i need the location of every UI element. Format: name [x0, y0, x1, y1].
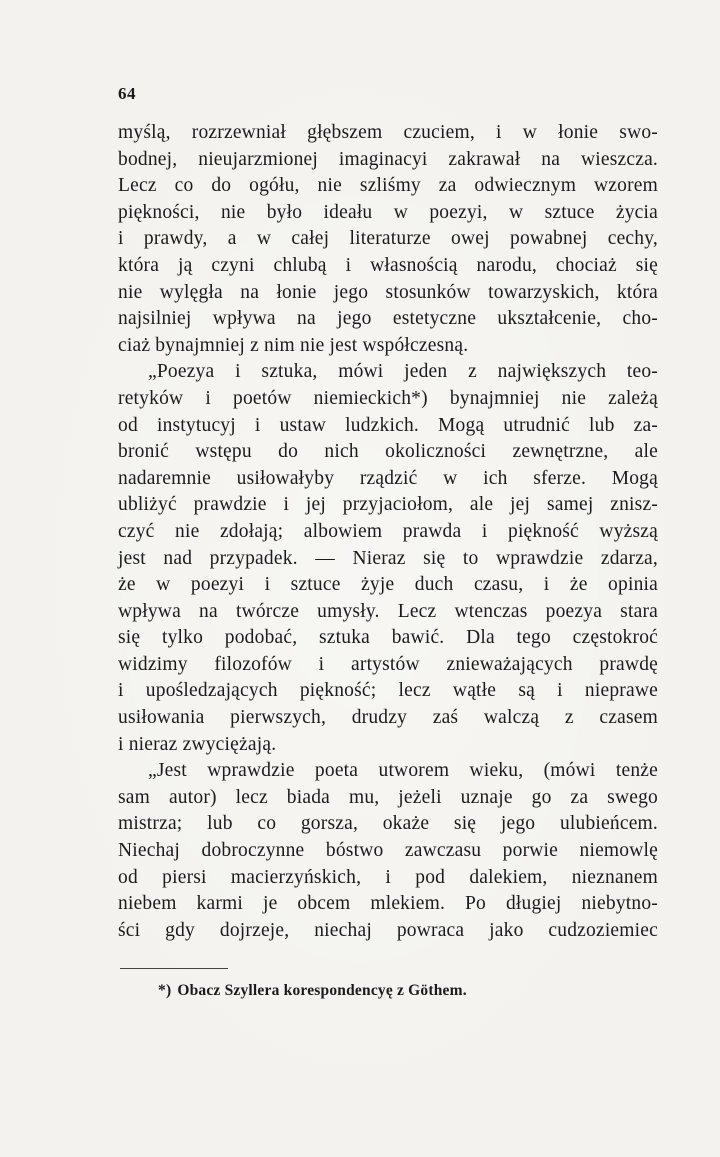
text-line: nadaremnie usiłowałyby rządzić w ich sferze. Mogą	[118, 467, 658, 489]
paragraph-start-line: „Poezya i sztuka, mówi jeden z największych teo-	[148, 361, 658, 383]
text-line: i prawdy, a w całej literaturze owej powabnej cechy,	[118, 228, 658, 250]
text-line: widzimy filozofów i artystów znieważających prawdę	[118, 653, 658, 675]
text-line: retyków i poetów niemieckich*) bynajmniej nie zależą	[118, 387, 658, 409]
text-line: myślą, rozrzewniał głębszem czuciem, i w łonie swo-	[118, 122, 658, 143]
footnote	[158, 982, 467, 1000]
text-line: ubliżyć prawdzie i jej przyjaciołom, ale jej samej znisz-	[118, 494, 658, 516]
footnote-text: Obacz Szyllera korespondencyę z Göthem.	[177, 982, 467, 999]
text-line: mistrza; lub co gorsza, okaże się jego ulubieńcem.	[118, 813, 658, 835]
text-line: od instytucyj i ustaw ludzkich. Mogą utrudnić lub za-	[118, 414, 658, 436]
text-line: czyć nie zdołają; albowiem prawda i piękność wyższą	[118, 520, 658, 542]
text-line: ści gdy dojrzeje, niechaj powraca jako cudzoziemiec	[118, 919, 658, 941]
text-line: że w poezyi i sztuce żyje duch czasu, i że opinia	[118, 574, 658, 596]
footnote-mark: *)	[158, 982, 172, 999]
paragraph-end-line: i nieraz zwyciężają.	[118, 733, 277, 755]
text-line: bronić wstępu do nich okoliczności zewnętrzne, ale	[118, 441, 658, 463]
text-line: Niechaj dobroczynne bóstwo zawczasu porwie niemowlę	[118, 840, 658, 862]
paragraph-start-line: „Jest wprawdzie poeta utworem wieku, (mówi tenże	[148, 760, 658, 782]
text-line: usiłowania pierwszych, drudzy zaś walczą z czasem	[118, 707, 658, 729]
text-line: Lecz co do ogółu, nie szliśmy za odwiecznym wzorem	[118, 175, 658, 197]
footnote-divider	[120, 968, 228, 969]
text-line: niebem karmi je obcem mlekiem. Po długiej niebytno-	[118, 893, 658, 915]
text-line: jest nad przypadek. — Nieraz się to wprawdzie zdarza,	[118, 547, 658, 569]
text-line: piękności, nie było ideału w poezyi, w sztuce życia	[118, 201, 658, 223]
text-line: która ją czyni chlubą i własnością narodu, chociaż się	[118, 254, 658, 276]
text-line: i upośledzających piękność; lecz wątłe są i nieprawe	[118, 680, 658, 702]
text-line: najsilniej wpływa na jego estetyczne ukształcenie, cho-	[118, 308, 658, 330]
text-line: sam autor) lecz biada mu, jeżeli uznaje go za swego	[118, 786, 658, 808]
page-number: 64	[118, 84, 136, 103]
text-line: bodnej, nieujarzmionej imaginacyi zakrawał na wieszcza.	[118, 148, 658, 170]
text-line: wpływa na twórcze umysły. Lecz wtenczas poezya stara	[118, 600, 658, 622]
text-line: się tylko podobać, sztuka bawić. Dla tego częstokroć	[118, 627, 658, 649]
text-line: nie wylęgła na łonie jego stosunków towarzyskich, która	[118, 281, 658, 303]
text-line: od piersi macierzyńskich, i pod dalekiem, nieznanem	[118, 866, 658, 888]
body-text	[118, 120, 658, 944]
paragraph-end-line: ciaż bynajmniej z nim nie jest współczesną.	[118, 334, 469, 356]
